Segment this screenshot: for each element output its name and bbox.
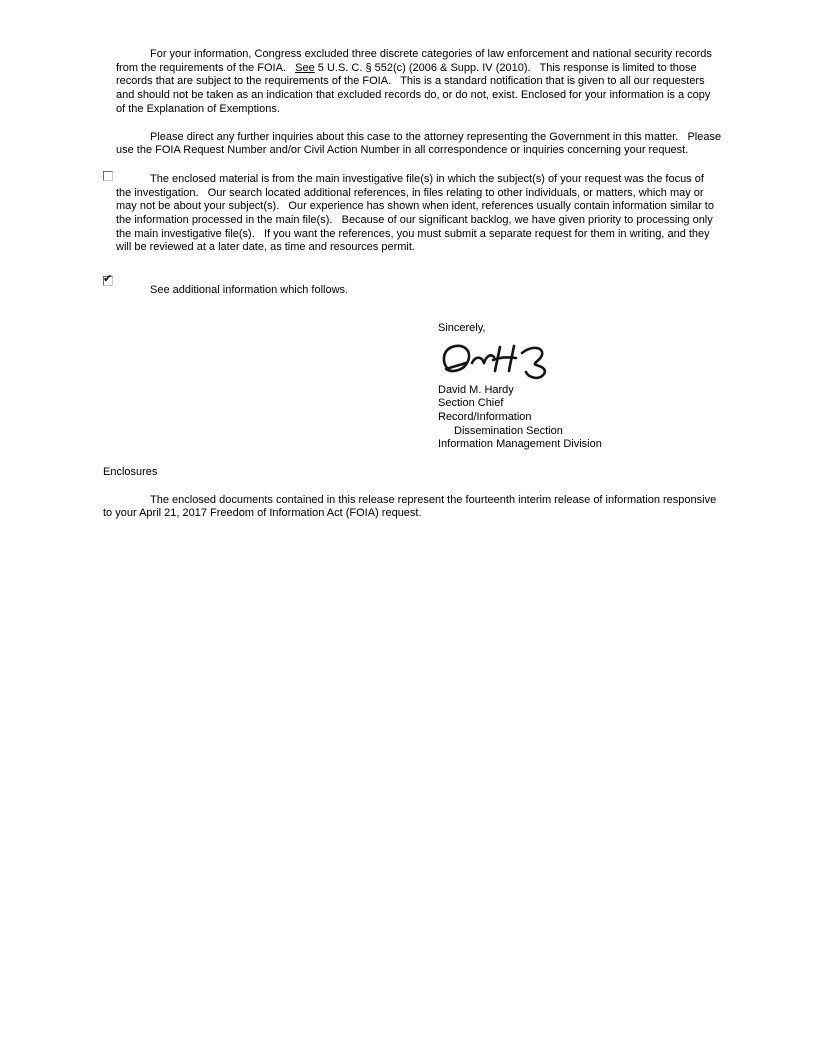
see-citation: See [295, 61, 315, 74]
paragraph-exclusions-text-before: For your information, Congress excluded three discrete categories of law enforcement and national security records from the requirements of the FOIA. [116, 48, 715, 74]
signer-name: David M. Hardy [438, 383, 514, 396]
signer-dept-line2: Dissemination Section [454, 424, 563, 437]
signer-dept-line1: Record/Information [438, 410, 532, 423]
additional-info-checkbox[interactable] [103, 273, 113, 286]
salutation: Sincerely, [438, 321, 486, 334]
main-file-checkbox[interactable] [103, 171, 113, 181]
checkmark-icon: ✔ [103, 273, 113, 286]
paragraph-inquiries: Please direct any further inquiries about this case to the attorney representing the Government in this matter. Please use the FOIA Request Number and/or Civil Action Number in all correspondence or inquiries concerning your request. [116, 130, 725, 157]
checkbox-main-file-text: The enclosed material is from the main investigative file(s) in which the subject(s) of your request was the focus of the investigation. Our search located additional references, in files relating to other individuals, or matters, which may or may not be about your subject(s). Our experience has shown when ident, references usually contain information similar to the information processed in the main file(s). Because of our significant backlog, we have given priority to processing only the main investigative file(s). If you want the references, you must submit a separate request for them in writing, and they will be reviewed at a later date, as time and resources permit. [116, 172, 718, 254]
signer-dept-line3: Information Management Division [438, 438, 602, 451]
checkbox-row-additional-info [103, 273, 722, 298]
signature-block [438, 322, 722, 452]
paragraph-exclusions-text-after: 5 U.S. C. § 552(c) (2006 & Supp. IV (2010). This response is limited to those records that are subject to the requirements of the FOIA. This is a standard notification that is given to all our requesters and should not be taken as an indication that excluded records do, or do not, exist. Enclosed for your information is a copy of the Explanation of Exemptions. [116, 61, 714, 115]
checkbox-additional-info-text: See additional information which follows. [150, 284, 349, 297]
paragraph-exclusions [116, 48, 722, 117]
signature-image [438, 338, 722, 384]
paragraph-final-release: The enclosed documents contained in this release represent the fourteenth interim release of information responsive to your April 21, 2017 Freedom of Information Act (FOIA) request. [103, 493, 720, 520]
enclosures-label: Enclosures [103, 466, 158, 479]
checkbox-row-main-file [116, 173, 722, 255]
signer-title: Section Chief [438, 397, 504, 410]
